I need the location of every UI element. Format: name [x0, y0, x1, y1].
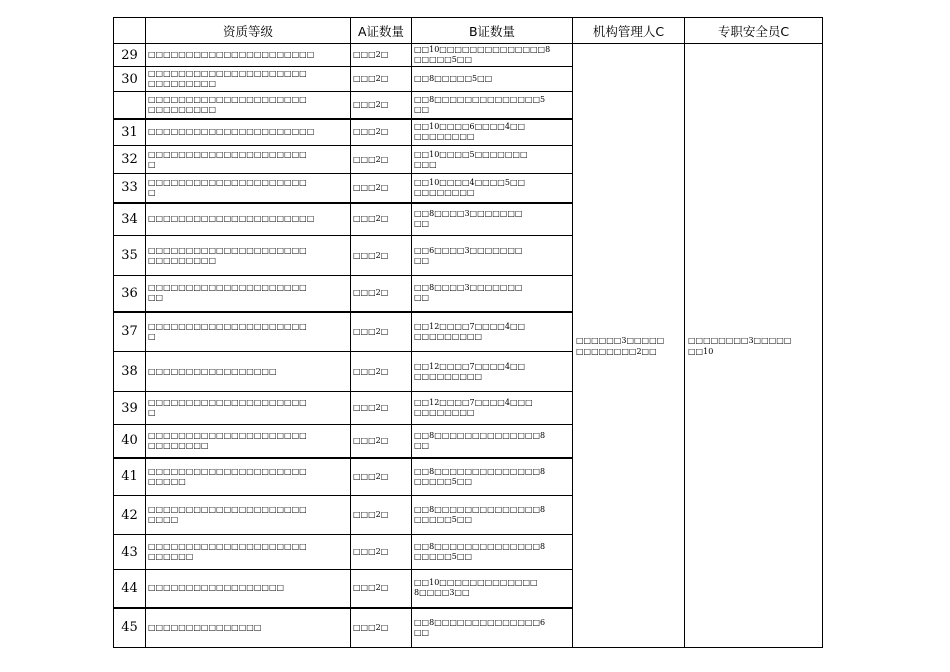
- b-cert-cell: □□8□□□□□□□□□□□□□□6 □□: [412, 608, 573, 648]
- qualification-level-cell: □□□□□□□□□□□□□□□□□□□□□ □□□□□□□□□: [146, 67, 351, 92]
- safety-officer-c-text: □□□□□□□□3□□□□□ □□10: [688, 335, 792, 356]
- row-number: 32: [114, 146, 146, 174]
- a-cert-cell: □□□2□: [351, 496, 412, 535]
- row-number: 30: [114, 67, 146, 92]
- row-number: [114, 92, 146, 119]
- safety-officer-c-merged-cell: [685, 44, 823, 648]
- qualification-level-cell: □□□□□□□□□□□□□□□□□□□□□ □□□□□□□□: [146, 425, 351, 458]
- qualification-level-cell: □□□□□□□□□□□□□□□□□□□□□ □: [146, 146, 351, 174]
- a-cert-cell: □□□2□: [351, 312, 412, 352]
- b-cert-cell: □□6□□□□3□□□□□□□ □□: [412, 236, 573, 276]
- org-manager-c-text: □□□□□□3□□□□□ □□□□□□□□2□□: [576, 335, 665, 356]
- a-cert-cell: □□□2□: [351, 67, 412, 92]
- a-cert-cell: □□□2□: [351, 425, 412, 458]
- qualification-level-cell: □□□□□□□□□□□□□□□□□□□□□ □: [146, 392, 351, 425]
- a-cert-cell: □□□2□: [351, 203, 412, 236]
- b-cert-cell: □□8□□□□□5□□: [412, 67, 573, 92]
- qualification-level-cell: □□□□□□□□□□□□□□□□□□□□□□: [146, 203, 351, 236]
- header-b-cert-count: B证数量: [412, 18, 573, 44]
- b-cert-cell: □□10□□□□4□□□□5□□ □□□□□□□□: [412, 174, 573, 203]
- a-cert-cell: □□□2□: [351, 119, 412, 146]
- a-cert-cell: □□□2□: [351, 44, 412, 67]
- qualification-level-cell: □□□□□□□□□□□□□□□□□□□□□ □□: [146, 276, 351, 312]
- qualification-level-cell: □□□□□□□□□□□□□□□□□□□□□ □□□□: [146, 496, 351, 535]
- row-number: 45: [114, 608, 146, 648]
- b-cert-cell: □□10□□□□□□□□□□□□□ 8□□□□3□□: [412, 570, 573, 608]
- qualification-level-cell: □□□□□□□□□□□□□□□□□□□□□□: [146, 44, 351, 67]
- row-number: 37: [114, 312, 146, 352]
- header-safety-officer-c: 专职安全员C: [685, 18, 823, 44]
- header-a-cert-count: A证数量: [351, 18, 412, 44]
- row-number: 40: [114, 425, 146, 458]
- qualification-level-cell: □□□□□□□□□□□□□□□□□□□□□ □□□□□□□□□: [146, 236, 351, 276]
- a-cert-cell: □□□2□: [351, 352, 412, 392]
- b-cert-cell: □□8□□□□□□□□□□□□□□8 □□□□□5□□: [412, 496, 573, 535]
- org-manager-c-merged-cell: [573, 44, 685, 648]
- row-number: 39: [114, 392, 146, 425]
- row-number: 38: [114, 352, 146, 392]
- a-cert-cell: □□□2□: [351, 92, 412, 119]
- b-cert-cell: □□8□□□□□□□□□□□□□□8 □□□□□5□□: [412, 458, 573, 496]
- header-row: [114, 18, 823, 44]
- a-cert-cell: □□□2□: [351, 570, 412, 608]
- qualification-level-cell: □□□□□□□□□□□□□□□□□□□□□□: [146, 119, 351, 146]
- b-cert-cell: □□8□□□□□□□□□□□□□□8 □□□□□5□□: [412, 535, 573, 570]
- qualification-level-cell: □□□□□□□□□□□□□□□□□: [146, 352, 351, 392]
- header-org-manager-c: 机构管理人C: [573, 18, 685, 44]
- row-number: 44: [114, 570, 146, 608]
- b-cert-cell: □□8□□□□3□□□□□□□ □□: [412, 203, 573, 236]
- b-cert-cell: □□12□□□□7□□□□4□□ □□□□□□□□□: [412, 352, 573, 392]
- spreadsheet: [113, 17, 822, 654]
- table-body: [114, 44, 823, 648]
- b-cert-cell: □□10□□□□6□□□□4□□ □□□□□□□□: [412, 119, 573, 146]
- qualification-level-cell: □□□□□□□□□□□□□□□□□□□□□ □□□□□□: [146, 535, 351, 570]
- a-cert-cell: □□□2□: [351, 174, 412, 203]
- a-cert-cell: □□□2□: [351, 146, 412, 174]
- row-number: 29: [114, 44, 146, 67]
- b-cert-cell: □□12□□□□7□□□□4□□□ □□□□□□□□: [412, 392, 573, 425]
- row-number: 43: [114, 535, 146, 570]
- a-cert-cell: □□□2□: [351, 236, 412, 276]
- row-number: 33: [114, 174, 146, 203]
- qualification-level-cell: □□□□□□□□□□□□□□□□□□□□□ □□□□□□□□□: [146, 92, 351, 119]
- table-row: [114, 44, 823, 67]
- row-number: 36: [114, 276, 146, 312]
- qualification-level-cell: □□□□□□□□□□□□□□□□□□□□□ □□□□□: [146, 458, 351, 496]
- b-cert-cell: □□8□□□□3□□□□□□□ □□: [412, 276, 573, 312]
- a-cert-cell: □□□2□: [351, 392, 412, 425]
- a-cert-cell: □□□2□: [351, 535, 412, 570]
- qualification-level-cell: □□□□□□□□□□□□□□□□□□□□□ □: [146, 312, 351, 352]
- row-number: 41: [114, 458, 146, 496]
- row-number: 42: [114, 496, 146, 535]
- b-cert-cell: □□8□□□□□□□□□□□□□□8 □□: [412, 425, 573, 458]
- b-cert-cell: □□12□□□□7□□□□4□□ □□□□□□□□□: [412, 312, 573, 352]
- qualification-level-cell: □□□□□□□□□□□□□□□: [146, 608, 351, 648]
- b-cert-cell: □□10□□□□□□□□□□□□□□8 □□□□□5□□: [412, 44, 573, 67]
- qualification-level-cell: □□□□□□□□□□□□□□□□□□□□□ □: [146, 174, 351, 203]
- a-cert-cell: □□□2□: [351, 276, 412, 312]
- row-number: 34: [114, 203, 146, 236]
- qualification-level-cell: □□□□□□□□□□□□□□□□□□: [146, 570, 351, 608]
- header-number: [114, 18, 146, 44]
- row-number: 31: [114, 119, 146, 146]
- a-cert-cell: □□□2□: [351, 458, 412, 496]
- a-cert-cell: □□□2□: [351, 608, 412, 648]
- b-cert-cell: □□10□□□□5□□□□□□□ □□□: [412, 146, 573, 174]
- row-number: 35: [114, 236, 146, 276]
- b-cert-cell: □□8□□□□□□□□□□□□□□5 □□: [412, 92, 573, 119]
- qualification-table: [113, 17, 823, 648]
- header-qualification-level: 资质等级: [146, 18, 351, 44]
